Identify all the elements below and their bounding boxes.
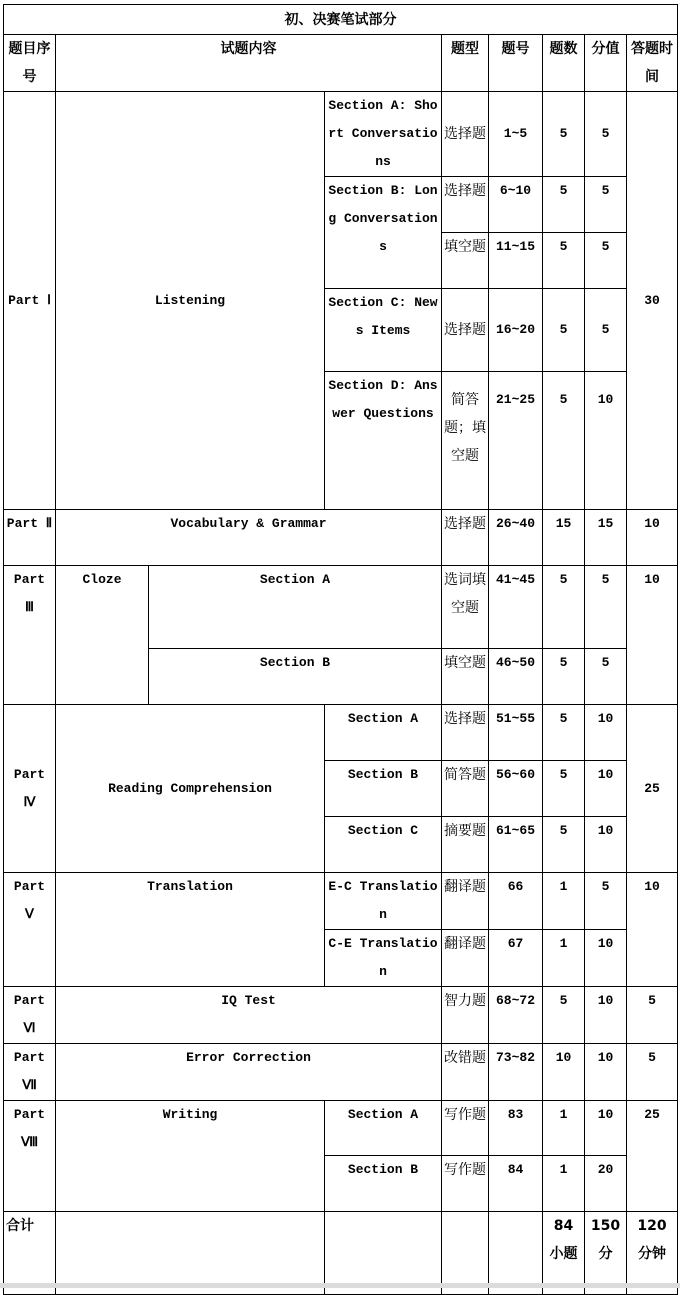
part1-time: 30 xyxy=(627,92,678,510)
part8-secB-range: 84 xyxy=(489,1156,543,1212)
part4-name: Reading Comprehension xyxy=(56,705,325,873)
total-count: 84 小题 xyxy=(543,1212,585,1295)
table-row xyxy=(4,566,678,649)
part3-name: Cloze xyxy=(56,566,149,705)
part2-name: Vocabulary & Grammar xyxy=(56,510,442,566)
table-row xyxy=(4,1101,678,1156)
part1-secC-type: 选择题 xyxy=(442,289,489,372)
part1-secC-name: Section C: News Items xyxy=(325,289,442,372)
part4-secC-count: 5 xyxy=(543,817,585,873)
part3-secB-name: Section B xyxy=(149,649,442,705)
part2-score: 15 xyxy=(585,510,627,566)
part2-range: 26~40 xyxy=(489,510,543,566)
part4-secC-name: Section C xyxy=(325,817,442,873)
part4-secB-range: 56~60 xyxy=(489,761,543,817)
part4-secB-type: 简答题 xyxy=(442,761,489,817)
part5-secB-type: 翻译题 xyxy=(442,930,489,987)
part3-secB-count: 5 xyxy=(543,649,585,705)
part3-secA-range: 41~45 xyxy=(489,566,543,649)
part8-secA-range: 83 xyxy=(489,1101,543,1156)
bottom-scroll-strip xyxy=(0,1283,680,1288)
part1-id: Part Ⅰ xyxy=(4,92,56,510)
part1-secB-range1: 6~10 xyxy=(489,177,543,233)
part1-secB-type1: 选择题 xyxy=(442,177,489,233)
part7-range: 73~82 xyxy=(489,1044,543,1101)
part7-time: 5 xyxy=(627,1044,678,1101)
part4-secA-name: Section A xyxy=(325,705,442,761)
part7-id: Part Ⅶ xyxy=(4,1044,56,1101)
part5-secA-name: E-C Translation xyxy=(325,873,442,930)
part3-id: Part Ⅲ xyxy=(4,566,56,705)
part3-secA-name: Section A xyxy=(149,566,442,649)
header-type: 题型 xyxy=(442,35,489,92)
part4-id: Part Ⅳ xyxy=(4,705,56,873)
part1-secA-count: 5 xyxy=(543,92,585,177)
exam-structure-page xyxy=(3,4,677,1295)
table-title: 初、决赛笔试部分 xyxy=(4,5,678,35)
part5-secA-range: 66 xyxy=(489,873,543,930)
part1-secB-count2: 5 xyxy=(543,233,585,289)
part8-name: Writing xyxy=(56,1101,325,1212)
part6-id: Part Ⅵ xyxy=(4,987,56,1044)
part8-secB-name: Section B xyxy=(325,1156,442,1212)
part1-secD-range: 21~25 xyxy=(489,372,543,510)
part8-secA-score: 10 xyxy=(585,1101,627,1156)
part6-name: IQ Test xyxy=(56,987,442,1044)
table-row xyxy=(4,705,678,761)
part4-secC-type: 摘要题 xyxy=(442,817,489,873)
part5-secB-range: 67 xyxy=(489,930,543,987)
part8-id: Part Ⅷ xyxy=(4,1101,56,1212)
part1-secB-count1: 5 xyxy=(543,177,585,233)
part1-secA-type: 选择题 xyxy=(442,92,489,177)
part1-secB-range2: 11~15 xyxy=(489,233,543,289)
part6-type: 智力题 xyxy=(442,987,489,1044)
part3-secB-score: 5 xyxy=(585,649,627,705)
part4-secB-count: 5 xyxy=(543,761,585,817)
part2-time: 10 xyxy=(627,510,678,566)
table-row xyxy=(4,510,678,566)
header-qnum: 题号 xyxy=(489,35,543,92)
part5-secA-count: 1 xyxy=(543,873,585,930)
part6-time: 5 xyxy=(627,987,678,1044)
part4-secB-score: 10 xyxy=(585,761,627,817)
part7-type: 改错题 xyxy=(442,1044,489,1101)
part5-secB-count: 1 xyxy=(543,930,585,987)
part2-count: 15 xyxy=(543,510,585,566)
part4-secA-type: 选择题 xyxy=(442,705,489,761)
table-row xyxy=(4,873,678,930)
title-row xyxy=(4,5,678,35)
header-count: 题数 xyxy=(543,35,585,92)
part4-secA-count: 5 xyxy=(543,705,585,761)
part8-time: 25 xyxy=(627,1101,678,1212)
part1-secD-name: Section D: Answer Questions xyxy=(325,372,442,510)
part1-name: Listening xyxy=(56,92,325,510)
part3-secB-type: 填空题 xyxy=(442,649,489,705)
part1-secC-count: 5 xyxy=(543,289,585,372)
part7-score: 10 xyxy=(585,1044,627,1101)
part3-secA-score: 5 xyxy=(585,566,627,649)
part8-secB-count: 1 xyxy=(543,1156,585,1212)
header-score: 分值 xyxy=(585,35,627,92)
part8-secA-count: 1 xyxy=(543,1101,585,1156)
part1-secD-score: 10 xyxy=(585,372,627,510)
part8-secB-type: 写作题 xyxy=(442,1156,489,1212)
header-num: 题目序号 xyxy=(4,35,56,92)
total-score: 150 分 xyxy=(585,1212,627,1295)
part3-secB-range: 46~50 xyxy=(489,649,543,705)
part1-secB-score1: 5 xyxy=(585,177,627,233)
part7-name: Error Correction xyxy=(56,1044,442,1101)
part1-secB-score2: 5 xyxy=(585,233,627,289)
table-row xyxy=(4,987,678,1044)
part1-secD-count: 5 xyxy=(543,372,585,510)
total-time: 120 分钟 xyxy=(627,1212,678,1295)
part1-secA-score: 5 xyxy=(585,92,627,177)
part5-secB-score: 10 xyxy=(585,930,627,987)
part3-secA-count: 5 xyxy=(543,566,585,649)
part2-type: 选择题 xyxy=(442,510,489,566)
header-time: 答题时间 xyxy=(627,35,678,92)
part1-secA-name: Section A: Short Conversations xyxy=(325,92,442,177)
header-content: 试题内容 xyxy=(56,35,442,92)
part7-count: 10 xyxy=(543,1044,585,1101)
header-row xyxy=(4,35,678,92)
part4-secC-score: 10 xyxy=(585,817,627,873)
part6-range: 68~72 xyxy=(489,987,543,1044)
table-row xyxy=(4,1044,678,1101)
part2-id: Part Ⅱ xyxy=(4,510,56,566)
part1-secD-type: 简答题；填空题 xyxy=(442,372,489,510)
table-row xyxy=(4,92,678,177)
total-label: 合计 xyxy=(4,1212,56,1295)
part5-name: Translation xyxy=(56,873,325,987)
part1-secC-score: 5 xyxy=(585,289,627,372)
part4-secA-score: 10 xyxy=(585,705,627,761)
part6-score: 10 xyxy=(585,987,627,1044)
part3-time: 10 xyxy=(627,566,678,705)
part5-id: Part Ⅴ xyxy=(4,873,56,987)
part8-secB-score: 20 xyxy=(585,1156,627,1212)
part6-count: 5 xyxy=(543,987,585,1044)
part4-secC-range: 61~65 xyxy=(489,817,543,873)
part1-secA-range: 1~5 xyxy=(489,92,543,177)
part4-secA-range: 51~55 xyxy=(489,705,543,761)
part4-secB-name: Section B xyxy=(325,761,442,817)
part1-secB-type2: 填空题 xyxy=(442,233,489,289)
part5-time: 10 xyxy=(627,873,678,987)
part1-secC-range: 16~20 xyxy=(489,289,543,372)
part5-secA-score: 5 xyxy=(585,873,627,930)
part3-secA-type: 选词填空题 xyxy=(442,566,489,649)
part1-secB-name: Section B: Long Conversations xyxy=(325,177,442,289)
part5-secA-type: 翻译题 xyxy=(442,873,489,930)
part8-secA-type: 写作题 xyxy=(442,1101,489,1156)
exam-structure-table xyxy=(3,4,678,1295)
part8-secA-name: Section A xyxy=(325,1101,442,1156)
part4-time: 25 xyxy=(627,705,678,873)
part5-secB-name: C-E Translation xyxy=(325,930,442,987)
